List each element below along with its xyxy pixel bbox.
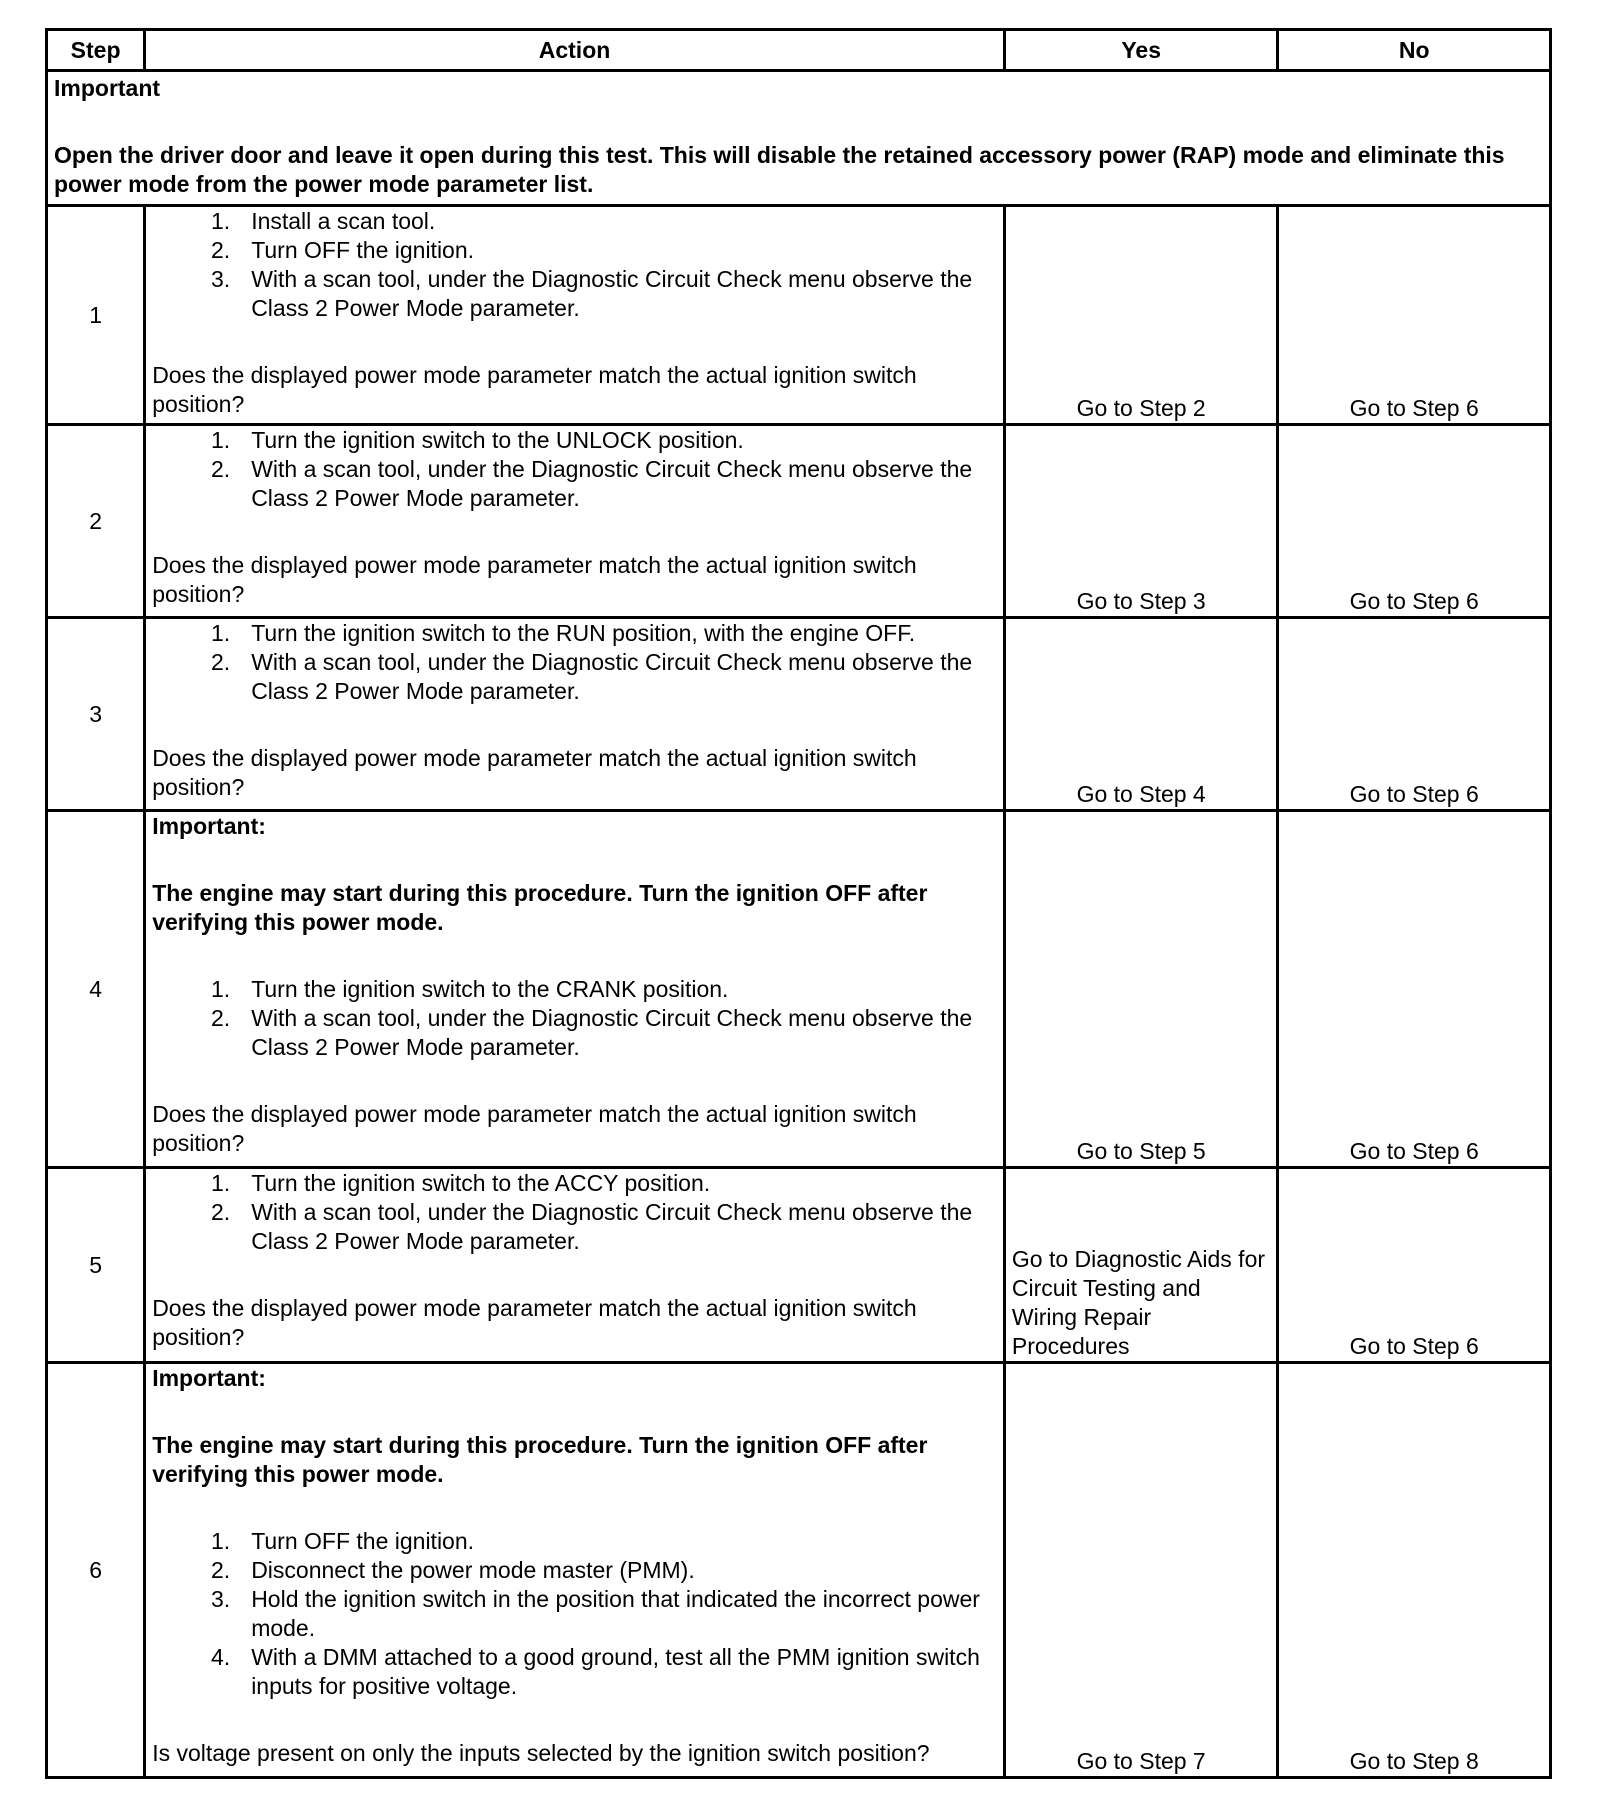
action-cell — [145, 425, 1005, 618]
action-cell — [145, 1168, 1005, 1363]
question-text: Does the displayed power mode parameter match the actual ignition switch position? — [152, 745, 917, 800]
list-item: 2. With a scan tool, under the Diagnostic Circuit Check menu observe the Class 2 Power Mode parameter. — [211, 1005, 973, 1060]
step-number: 6 — [47, 1363, 145, 1778]
no-link[interactable]: Go to Step 6 — [1278, 206, 1551, 425]
header-no: No — [1278, 30, 1551, 71]
action-cell — [145, 1363, 1005, 1778]
step-number: 5 — [47, 1168, 145, 1363]
list-item: 1. Turn the ignition switch to the UNLOCK position. — [211, 427, 744, 453]
table-row — [47, 425, 1551, 618]
question-text: Does the displayed power mode parameter match the actual ignition switch position? — [152, 362, 917, 417]
yes-link[interactable]: Go to Step 5 — [1004, 811, 1278, 1168]
table-row — [47, 811, 1551, 1168]
header-yes: Yes — [1004, 30, 1278, 71]
list-item: 4. With a DMM attached to a good ground, test all the PMM ignition switch inputs for positive voltage. — [211, 1644, 980, 1699]
important-notice — [47, 71, 1551, 206]
action-list — [152, 619, 997, 706]
list-item: 3. Hold the ignition switch in the position that indicated the incorrect power mode. — [211, 1586, 980, 1641]
important-text: The engine may start during this procedure. Turn the ignition OFF after verifying this power mode. — [152, 1432, 928, 1487]
important-notice-title: Important — [54, 75, 161, 101]
list-item: 2. Disconnect the power mode master (PMM). — [211, 1557, 695, 1583]
action-list — [152, 1169, 997, 1256]
list-item: 1. Turn OFF the ignition. — [211, 1528, 475, 1554]
list-item: 1. Turn the ignition switch to the CRANK position. — [211, 976, 729, 1002]
table-row — [47, 206, 1551, 425]
yes-link[interactable]: Go to Step 2 — [1004, 206, 1278, 425]
important-title: Important: — [152, 813, 266, 839]
action-list — [152, 1527, 997, 1701]
list-item: 2. Turn OFF the ignition. — [211, 237, 475, 263]
step-number: 4 — [47, 811, 145, 1168]
action-list — [152, 426, 997, 513]
diagnostic-table — [45, 28, 1552, 1779]
table-header-row — [47, 30, 1551, 71]
important-notice-text: Open the driver door and leave it open during this test. This will disable the retained accessory power (RAP) mode and eliminate this power mode from the power mode parameter list. — [54, 142, 1505, 197]
important-notice-row — [47, 71, 1551, 206]
important-title: Important: — [152, 1365, 266, 1391]
question-text: Is voltage present on only the inputs selected by the ignition switch position? — [152, 1740, 930, 1766]
list-item: 1. Turn the ignition switch to the ACCY position. — [211, 1170, 711, 1196]
yes-link[interactable]: Go to Step 7 — [1004, 1363, 1278, 1778]
no-link[interactable]: Go to Step 6 — [1278, 811, 1551, 1168]
table-row — [47, 1168, 1551, 1363]
question-text: Does the displayed power mode parameter match the actual ignition switch position? — [152, 1295, 917, 1350]
question-text: Does the displayed power mode parameter match the actual ignition switch position? — [152, 552, 917, 607]
action-cell — [145, 811, 1005, 1168]
yes-link[interactable]: Go to Diagnostic Aids for Circuit Testing and Wiring Repair Procedures — [1004, 1168, 1278, 1363]
no-link[interactable]: Go to Step 6 — [1278, 1168, 1551, 1363]
list-item: 3. With a scan tool, under the Diagnostic Circuit Check menu observe the Class 2 Power Mode parameter. — [211, 266, 973, 321]
action-cell — [145, 618, 1005, 811]
question-text: Does the displayed power mode parameter match the actual ignition switch position? — [152, 1101, 917, 1156]
list-item: 2. With a scan tool, under the Diagnostic Circuit Check menu observe the Class 2 Power Mode parameter. — [211, 649, 973, 704]
step-number: 3 — [47, 618, 145, 811]
no-link[interactable]: Go to Step 6 — [1278, 618, 1551, 811]
yes-link[interactable]: Go to Step 4 — [1004, 618, 1278, 811]
important-text: The engine may start during this procedure. Turn the ignition OFF after verifying this power mode. — [152, 880, 928, 935]
action-list — [152, 975, 997, 1062]
list-item: 2. With a scan tool, under the Diagnostic Circuit Check menu observe the Class 2 Power Mode parameter. — [211, 1199, 973, 1254]
action-cell — [145, 206, 1005, 425]
table-row — [47, 1363, 1551, 1778]
action-list — [152, 207, 997, 323]
step-number: 1 — [47, 206, 145, 425]
step-number: 2 — [47, 425, 145, 618]
header-action: Action — [145, 30, 1005, 71]
no-link[interactable]: Go to Step 8 — [1278, 1363, 1551, 1778]
no-link[interactable]: Go to Step 6 — [1278, 425, 1551, 618]
table-row — [47, 618, 1551, 811]
list-item: 2. With a scan tool, under the Diagnostic Circuit Check menu observe the Class 2 Power Mode parameter. — [211, 456, 973, 511]
header-step: Step — [47, 30, 145, 71]
list-item: 1. Install a scan tool. — [211, 208, 436, 234]
yes-link[interactable]: Go to Step 3 — [1004, 425, 1278, 618]
list-item: 1. Turn the ignition switch to the RUN position, with the engine OFF. — [211, 620, 916, 646]
